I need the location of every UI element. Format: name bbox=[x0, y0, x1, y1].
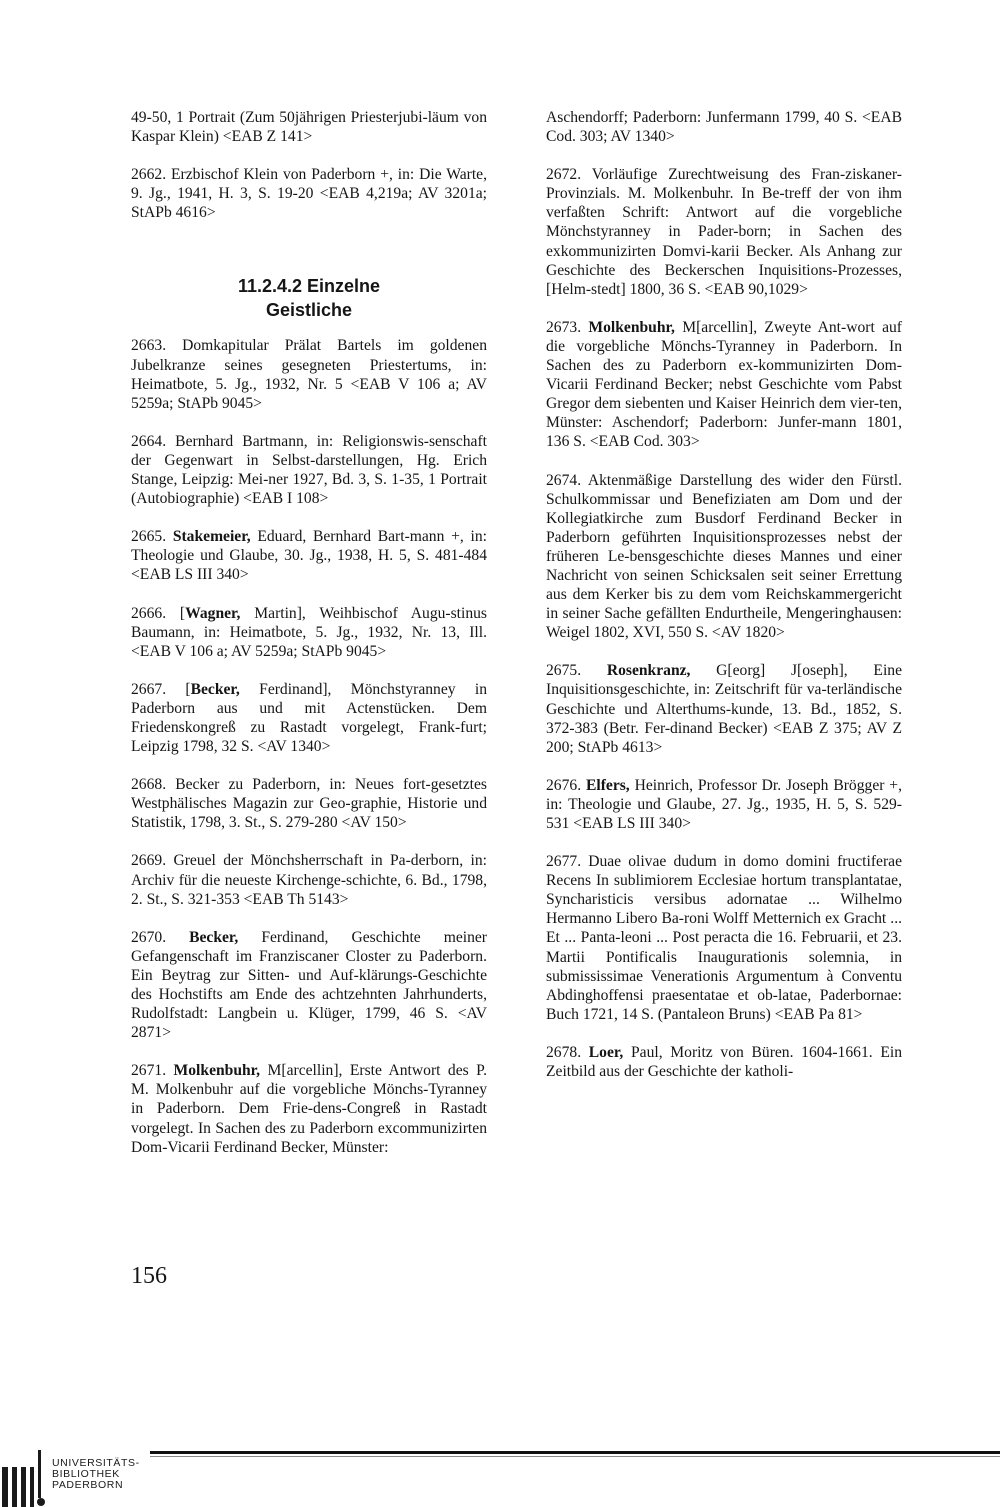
entry-author: Becker, bbox=[190, 680, 240, 698]
entry-number: 2678. bbox=[546, 1043, 582, 1061]
entry-number: 2666. [ bbox=[131, 604, 186, 622]
entry-2675 bbox=[546, 661, 902, 756]
entry-number: 2670. bbox=[131, 928, 167, 946]
entry-text: Martin], Weihbischof Augu-stinus Baumann, in: Heimatbote, 5. Jg., 1932, Nr. 13, Ill. <EAB V 106 a; AV 5259a; StAPb 9045> bbox=[131, 604, 488, 660]
entry-text: Eduard, Bernhard Bart-mann +, in: Theologie und Glaube, 30. Jg., 1938, H. 5, S. 481-484 <EAB LS III 340> bbox=[131, 528, 487, 584]
entry-2669: 2669. Greuel der Mönchsherrschaft in Pa-derborn, in: Archiv für die neueste Kirchenge-schichte, 6. Bd., 1798, 2. St., S. 321-353 <EAB Th 5143> bbox=[131, 852, 487, 908]
entry-2677: 2677. Duae olivae dudum in domo domini fructiferae Recens In sublimiorem Ecclesiae hortum transplantatae, Syncharisticis versibus adornatae ... Wilhelmo Hermanno Libero Ba-roni Wolff Metternich ex Gracht ... Et ... Panta-leoni ... Post peracta die 16. Februarii, et 23. Martii Pontificalis Inaugurationis solemnia, in submississimae Venerationis Argumentum à Conventu Abdinghoffensi praesentatae et ob-latae, Paderbornae: Buch 1721, 14 S. (Pantaleon Bruns) <EAB Pa 81> bbox=[546, 853, 902, 1023]
entry-2671 bbox=[131, 1061, 487, 1156]
page-number: 156 bbox=[131, 1263, 167, 1289]
entry-2667 bbox=[131, 680, 487, 756]
entry-author: Molkenbuhr, bbox=[588, 318, 675, 336]
right-column bbox=[546, 108, 902, 1100]
entry-continuation: 49-50, 1 Portrait (Zum 50jährigen Priesterjubi-läum von Kaspar Klein) <EAB Z 141> bbox=[131, 109, 487, 146]
left-column bbox=[131, 108, 487, 1176]
entry-continuation: Aschendorff; Paderborn: Junfermann 1799, 40 S. <EAB Cod. 303; AV 1340> bbox=[546, 109, 902, 146]
entry-text: Ferdinand, Geschichte meiner Gefangenschaft im Franziscaner Closter zu Paderborn. Ein Beytrag zur Sitten- und Auf-klärungs-Geschichte des Hochstifts am Ende des achtzehnten Jahrhunderts, Rudolfstadt: Langbein u. Klüger, 1799, 46 S. <AV 2871> bbox=[131, 928, 487, 1042]
entry-2665 bbox=[131, 527, 487, 584]
entry-number: 2676. bbox=[546, 776, 582, 794]
entry-2663: 2663. Domkapitular Prälat Bartels im goldenen Jubelkranze seines gesegneten Priestertums, in: Heimatbote, 5. Jg., 1932, Nr. 5 <EAB V 106 a; AV 5259a; StAPb 9045> bbox=[131, 337, 487, 412]
entry-number: 2667. [ bbox=[131, 680, 191, 698]
entry-author: Stakemeier, bbox=[172, 528, 251, 546]
entry-2676 bbox=[546, 776, 902, 833]
entry-number: 2675. bbox=[546, 662, 582, 680]
logo-dot bbox=[37, 1498, 45, 1506]
library-name-line2: BIBLIOTHEK bbox=[52, 1468, 120, 1480]
section-heading-line1: 11.2.4.2 Einzelne bbox=[237, 276, 381, 297]
entry-2668: 2668. Becker zu Paderborn, in: Neues fort-gesetztes Westphälisches Magazin zur Geo-graphie, Historie und Statistik, 1798, 3. St., S. 279-280 <AV 150> bbox=[131, 776, 487, 832]
entry-author: Wagner, bbox=[185, 604, 241, 622]
entry-2673 bbox=[546, 318, 902, 452]
entry-text: Ferdinand], Mönchstyranney in Paderborn aus und mit Actenstücken. Dem Friedenskongreß zu Rastadt vorgelegt, Frank-furt; Leipzig 1798, 32 S. <AV 1340> bbox=[131, 680, 487, 756]
entry-text: Paul, Moritz von Büren. 1604-1661. Ein Zeitbild aus der Geschichte der katholi- bbox=[546, 1043, 902, 1081]
entry-author: Loer, bbox=[588, 1043, 624, 1061]
entry-text: M[arcellin], Zweyte Ant-wort auf die vorgebliche Mönchs-Tyranney in Paderborn. In Sachen des zu Paderborn ex-kommunizirten Dom-Vicarii Ferdinand Becker; nebst Geschichte vom Pabst Gregor dem siebenten und Kaiser Heinrich dem vier-ten, Münster: Aschendorf; Paderborn: Junfer-mann 1801, 136 S. <EAB Cod. 303> bbox=[546, 318, 902, 451]
section-heading bbox=[131, 274, 487, 322]
entry-author: Becker, bbox=[189, 928, 239, 946]
entry-2672: 2672. Vorläufige Zurechtweisung des Fran-ziskaner-Provinzials. M. Molkenbuhr. In Be-treff der von ihm verfaßten Schrift: Antwort auf die vorgebliche Mönchstyranney in Pader-born; in Sachen des exkommunizirten Domvi-karii Becker. Als Anhang zur Geschichte des Beckerschen Inquisitions-Prozesses, [Helm-stedt] 1800, 36 S. <EAB 90,1029> bbox=[546, 166, 902, 298]
entry-number: 2671. bbox=[131, 1062, 167, 1080]
entry-number: 2673. bbox=[546, 318, 582, 336]
entry-2670 bbox=[131, 928, 487, 1043]
entry-text: Heinrich, Professor Dr. Joseph Brögger +, in: Theologie und Glaube, 27. Jg., 1935, H. 5, S. 529-531 <EAB LS III 340> bbox=[546, 776, 902, 832]
entry-2664: 2664. Bernhard Bartmann, in: Religionswis-senschaft der Gegenwart in Selbst-darstellungen, Hg. Erich Stange, Leipzig: Mei-ner 1927, Bd. 3, S. 1-35, 1 Portrait (Autobiographie) <EAB I 108> bbox=[131, 432, 487, 508]
entry-author: Elfers, bbox=[585, 776, 630, 794]
footer-rule bbox=[150, 1451, 1000, 1454]
footer-rule-thin bbox=[150, 1456, 1000, 1457]
section-heading-line2: Geistliche bbox=[265, 300, 353, 321]
entry-text: G[eorg] J[oseph], Eine Inquisitionsgeschichte, in: Zeitschrift für va-terländische Geschichte und Alterthums-kunde, 13. Bd., 1852, S. 372-383 (Betr. Fer-dinand Becker) <EAB Z 375; AV Z 200; StAPb 4613> bbox=[546, 662, 902, 756]
library-name bbox=[52, 1458, 140, 1491]
entry-2666 bbox=[131, 604, 487, 661]
library-logo bbox=[0, 1452, 160, 1507]
library-name-line3: PADERBORN bbox=[52, 1479, 124, 1491]
library-name-line1: UNIVERSITÄTS- bbox=[52, 1457, 140, 1469]
entry-number: 2665. bbox=[131, 528, 167, 546]
entry-2674: 2674. Aktenmäßige Darstellung des wider den Fürstl. Schulkommissar und Benefiziaten am Dom und der Kollegiatkirche zum Busdorf Ferdinand Becker in Paderborn geführten Inquisitionsprozesses nebst der früheren Le-bensgeschichte dieses Mannes und einer Nachricht von seinen Schicksalen seit seiner Errettung aus dem Kerker bis zu dem vom Reichskammergericht in seiner Sache gefällten Endurtheile, Mengeringhausen: Weigel 1802, XVI, 550 S. <AV 1820> bbox=[546, 471, 902, 642]
entry-author: Rosenkranz, bbox=[606, 662, 691, 680]
entry-2678 bbox=[546, 1043, 902, 1081]
entry-text: M[arcellin], Erste Antwort des P. M. Molkenbuhr auf die vorgebliche Mönchs-Tyranney in Paderborn. Dem Frie-dens-Congreß in Rastadt vorgelegt. In Sachen des zu Paderborn excommunizirten Dom-Vicarii Ferdinand Becker, Münster: bbox=[131, 1062, 487, 1156]
entry-author: Molkenbuhr, bbox=[173, 1062, 261, 1080]
entry-2662: 2662. Erzbischof Klein von Paderborn +, in: Die Warte, 9. Jg., 1941, H. 3, S. 19-20 <EAB 4,219a; AV 3201a; StAPb 4616> bbox=[131, 166, 487, 222]
